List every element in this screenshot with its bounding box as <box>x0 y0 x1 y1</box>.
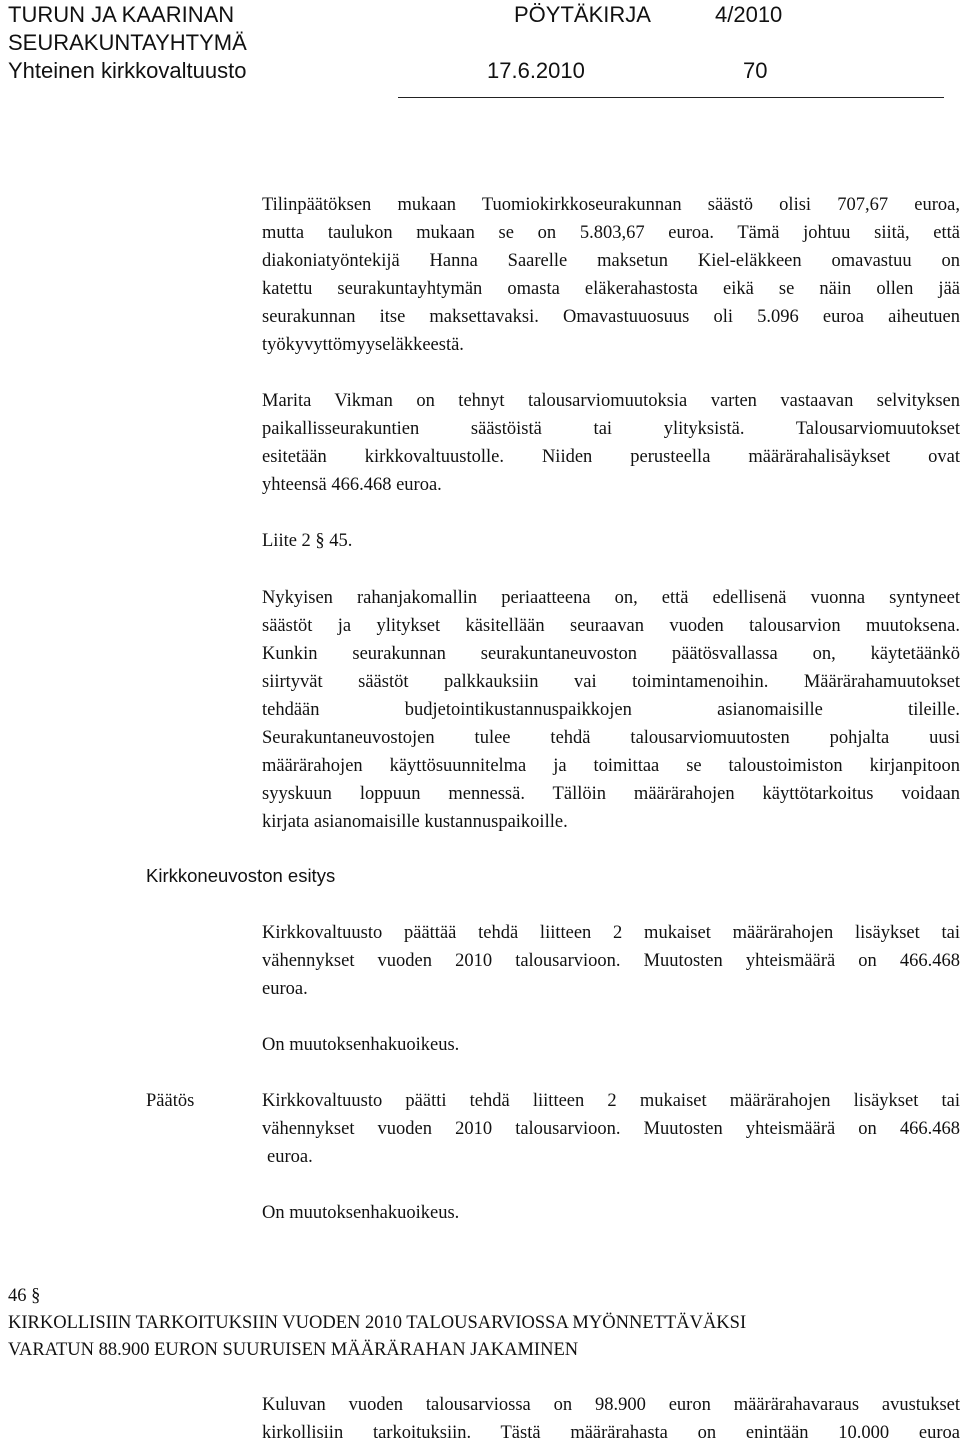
text-line: diakoniatyöntekijä Hanna Saarelle maksetun Kiel-eläkkeen omavastuu on <box>262 251 960 271</box>
text-line: Kunkin seurakunnan seurakuntaneuvoston päätösvallassa on, käytetäänkö <box>262 644 960 664</box>
text-line: Kirkkovaltuusto päätti tehdä liitteen 2 mukaiset määrärahojen lisäykset tai <box>262 1091 960 1111</box>
text-line: seurakunnan itse maksettavaksi. Omavastuuosuus oli 5.096 euroa aiheutuen <box>262 307 960 327</box>
paragraph-church-grants <box>262 1391 960 1447</box>
decision-text <box>262 1087 960 1171</box>
proposal-label: Kirkkoneuvoston esitys <box>146 865 336 886</box>
text-line: Tilinpäätöksen mukaan Tuomiokirkkoseurakunnan säästö olisi 707,67 euroa, <box>262 195 960 215</box>
proposal-text <box>262 919 960 1003</box>
org-name-line1: TURUN JA KAARINAN <box>8 2 235 27</box>
text-line: katettu seurakuntayhtymän omasta eläkerahastosta eikä se näin ollen jää <box>262 279 960 299</box>
text-line: Kuluvan vuoden talousarviossa on 98.900 euron määrärahavaraus avustukset <box>262 1395 960 1415</box>
attachment-reference: Liite 2 § 45. <box>262 531 353 551</box>
text-line: mutta taulukon mukaan se on 5.803,67 euroa. Tämä johtuu siitä, että <box>262 223 960 243</box>
section-number: 46 § <box>8 1286 41 1306</box>
text-line: säästöt ja ylitykset käsitellään seuraavan vuoden talousarvion muutoksena. <box>262 616 960 636</box>
text-line: euroa. <box>262 979 308 999</box>
org-name-line2: SEURAKUNTAYHTYMÄ <box>8 30 247 55</box>
meeting-date: 17.6.2010 <box>487 58 585 83</box>
text-line: yhteensä 466.468 euroa. <box>262 475 442 495</box>
text-line: euroa. <box>267 1147 313 1167</box>
paragraph-savings-explanation <box>262 191 960 359</box>
text-line: paikallisseurakuntien säästöistä tai ylityksistä. Talousarviomuutokset <box>262 419 960 439</box>
text-line: Marita Vikman on tehnyt talousarviomuutoksia varten vastaavan selvityksen <box>262 391 960 411</box>
meeting-body: Yhteinen kirkkovaltuusto <box>8 58 247 83</box>
document-number: 4/2010 <box>715 2 783 27</box>
text-line: vähennykset vuoden 2010 talousarvioon. Muutosten yhteismäärä on 466.468 <box>262 951 960 971</box>
text-line: siirtyvät säästöt palkkauksiin vai toimintamenoihin. Määrärahamuutokset <box>262 672 960 692</box>
text-line: syyskuun loppuun mennessä. Tällöin määrärahojen käyttötarkoitus voidaan <box>262 784 960 804</box>
text-line: Kirkkovaltuusto päättää tehdä liitteen 2 mukaiset määrärahojen lisäykset tai <box>262 923 960 943</box>
decision-label: Päätös <box>146 1091 195 1111</box>
section-title-line2: VARATUN 88.900 EURON SUURUISEN MÄÄRÄRAHAN JAKAMINEN <box>8 1340 579 1360</box>
text-line: työkyvyttömyyseläkkeestä. <box>262 335 464 355</box>
page-number: 70 <box>743 58 768 83</box>
text-line: kirjata asianomaisille kustannuspaikoille. <box>262 812 568 832</box>
text-line: vähennykset vuoden 2010 talousarvioon. Muutosten yhteismäärä on 466.468 <box>262 1119 960 1139</box>
text-line: Nykyisen rahanjakomallin periaatteena on, että edellisenä vuonna syntyneet <box>262 588 960 608</box>
document-type: PÖYTÄKIRJA <box>514 2 651 27</box>
header-divider <box>398 97 944 98</box>
text-line: määrärahojen käyttösuunnitelma ja toimittaa se taloustoimiston kirjanpitoon <box>262 756 960 776</box>
section-title-line1: KIRKOLLISIIN TARKOITUKSIIN VUODEN 2010 TALOUSARVIOSSA MYÖNNETTÄVÄKSI <box>8 1313 747 1333</box>
paragraph-allocation-model <box>262 584 960 836</box>
proposal-appeal-note: On muutoksenhakuoikeus. <box>262 1035 460 1055</box>
text-line: Seurakuntaneuvostojen tulee tehdä talousarviomuutosten pohjalta uusi <box>262 728 960 748</box>
paragraph-budget-changes <box>262 387 960 499</box>
text-line: esitetään kirkkovaltuustolle. Niiden perusteella määrärahalisäykset ovat <box>262 447 960 467</box>
text-line: tehdään budjetointikustannuspaikkojen asianomaisille tileille. <box>262 700 960 720</box>
decision-appeal-note: On muutoksenhakuoikeus. <box>262 1203 460 1223</box>
text-line: kirkollisiin tarkoituksiin. Tästä määrärahasta on enintään 10.000 euroa <box>262 1423 960 1443</box>
